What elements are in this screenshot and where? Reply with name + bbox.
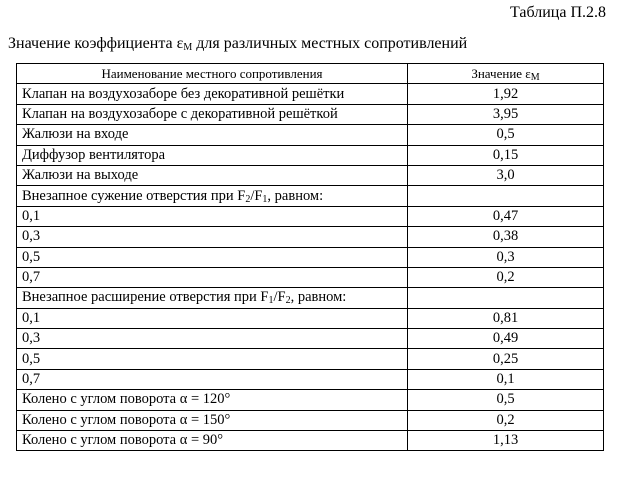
coefficient-value-cell: 3,95 (408, 104, 604, 124)
coefficient-value-cell: 0,15 (408, 145, 604, 165)
table-row (17, 369, 604, 389)
section-heading-suffix: , равном: (267, 187, 324, 204)
header-name: Наименование местного сопротивления (17, 64, 408, 84)
table-row (17, 329, 604, 349)
resistance-name-cell: Клапан на воздухозаборе без декоративной решётки (17, 84, 408, 104)
section-heading-sub2: 2 (285, 295, 291, 307)
table-header-row (17, 64, 604, 84)
coefficient-value-cell: 0,3 (408, 247, 604, 267)
table-section-row (17, 288, 604, 308)
section-heading-mid: /F (273, 289, 286, 306)
coefficient-value-cell: 0,5 (408, 390, 604, 410)
section-heading-cell (17, 186, 408, 206)
header-value-subscript: М (530, 72, 540, 84)
coefficient-value-cell: 1,92 (408, 84, 604, 104)
coefficient-value-cell: 0,47 (408, 206, 604, 226)
table-row (17, 431, 604, 451)
coefficient-value-cell: 0,81 (408, 308, 604, 328)
section-heading-sub1: 1 (268, 295, 274, 307)
table-row (17, 390, 604, 410)
table-row (17, 145, 604, 165)
coefficient-value-cell: 0,5 (408, 125, 604, 145)
resistance-name-cell: Колено с углом поворота α = 90° (17, 431, 408, 451)
resistance-name-cell: 0,1 (17, 308, 408, 328)
resistance-name-cell: Клапан на воздухозаборе с декоративной решёткой (17, 104, 408, 124)
section-heading-prefix: Внезапное сужение отверстия при F (22, 187, 246, 204)
table-row (17, 308, 604, 328)
caption-text-end: для различных местных сопротивлений (192, 35, 468, 52)
table-number-label: Таблица П.2.8 (510, 4, 606, 21)
coefficient-value-cell: 1,13 (408, 431, 604, 451)
table-row (17, 227, 604, 247)
section-heading-cell (17, 288, 408, 308)
table-row (17, 247, 604, 267)
resistance-name-cell: Жалюзи на входе (17, 125, 408, 145)
coefficient-value-cell: 0,1 (408, 369, 604, 389)
resistance-name-cell: 0,5 (17, 349, 408, 369)
resistance-name-cell: 0,5 (17, 247, 408, 267)
resistance-name-cell: Диффузор вентилятора (17, 145, 408, 165)
table-row (17, 349, 604, 369)
resistance-name-cell: 0,7 (17, 369, 408, 389)
table-caption (8, 34, 467, 54)
coefficient-table (16, 63, 604, 451)
coefficient-value-cell: 0,2 (408, 267, 604, 287)
header-value (408, 64, 604, 84)
coefficient-value-cell (408, 288, 604, 308)
resistance-name-cell: 0,1 (17, 206, 408, 226)
table-row (17, 104, 604, 124)
section-heading-suffix: , равном: (290, 289, 347, 306)
table-row (17, 125, 604, 145)
caption-text: Значение коэффициента ε (8, 35, 184, 52)
section-heading-prefix: Внезапное расширение отверстия при F (22, 289, 269, 306)
resistance-name-cell: 0,7 (17, 267, 408, 287)
coefficient-value-cell: 0,25 (408, 349, 604, 369)
resistance-name-cell: Жалюзи на выходе (17, 165, 408, 185)
table-body (17, 84, 604, 451)
header-value-text: Значение ε (471, 66, 531, 82)
table-row (17, 165, 604, 185)
coefficient-value-cell: 0,38 (408, 227, 604, 247)
table-row (17, 410, 604, 430)
resistance-name-cell: 0,3 (17, 329, 408, 349)
resistance-name-cell: Колено с углом поворота α = 150° (17, 410, 408, 430)
coefficient-value-cell: 0,2 (408, 410, 604, 430)
table-section-row (17, 186, 604, 206)
resistance-name-cell: 0,3 (17, 227, 408, 247)
caption-subscript: М (183, 42, 193, 53)
table-row (17, 84, 604, 104)
table-row (17, 206, 604, 226)
table-row (17, 267, 604, 287)
section-heading-mid: /F (250, 187, 263, 204)
coefficient-value-cell: 3,0 (408, 165, 604, 185)
resistance-name-cell: Колено с углом поворота α = 120° (17, 390, 408, 410)
coefficient-value-cell (408, 186, 604, 206)
coefficient-value-cell: 0,49 (408, 329, 604, 349)
section-heading-sub2: 1 (262, 193, 268, 205)
section-heading-sub1: 2 (245, 193, 251, 205)
